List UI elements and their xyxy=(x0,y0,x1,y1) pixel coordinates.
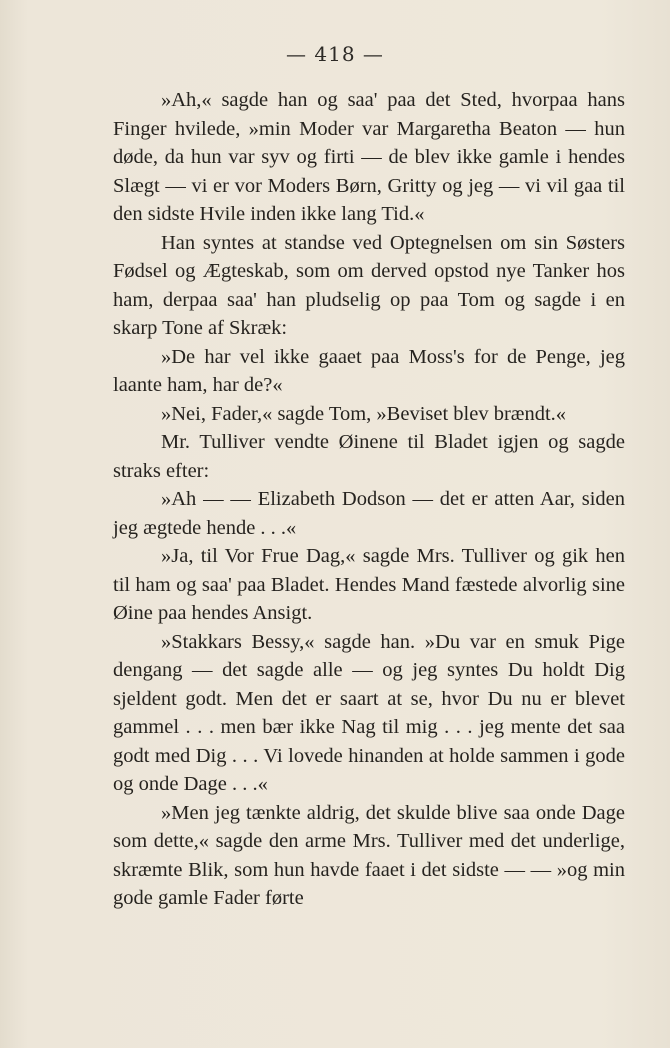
page-number: — 418 — xyxy=(286,42,384,66)
paragraph-4: »Nei, Fader,« sagde Tom, »Beviset blev brændt.« xyxy=(161,402,567,425)
body-text xyxy=(113,86,625,913)
paragraph-6: »Ah — — Elizabeth Dodson — det er atten Aar, siden jeg ægtede hende . . .« xyxy=(113,488,625,539)
paragraph-7: »Ja, til Vor Frue Dag,« sagde Mrs. Tulliver og gik hen til ham og saa' paa Bladet. Hendes Mand fæstede alvorlig sine Øine paa hendes Ansigt. xyxy=(113,545,625,624)
paragraph-3: »De har vel ikke gaaet paa Moss's for de Penge, jeg laante ham, har de?« xyxy=(113,345,625,396)
paragraph-2: Han syntes at standse ved Optegnelsen om sin Søsters Fødsel og Ægteskab, som om derved opstod nye Tanker hos ham, derpaa saa' han pludselig op paa Tom og sagde i en skarp Tone af Skræk: xyxy=(113,231,625,339)
paragraph-9: »Men jeg tænkte aldrig, det skulde blive saa onde Dage som dette,« sagde den arme Mrs. Tulliver med det underlige, skræmte Blik, som hun havde faaet i det sidste — — »og min gode gamle Fader førte xyxy=(113,801,625,909)
paragraph-1: »Ah,« sagde han og saa' paa det Sted, hvorpaa hans Finger hvilede, »min Moder var Margaretha Beaton — hun døde, da hun var syv og firti — de blev ikke gamle i hendes Slægt — vi er vor Moders Børn, Gritty og jeg — vi vil gaa til den sidste Hvile inden ikke lang Tid.« xyxy=(113,89,625,225)
paragraph-5: Mr. Tulliver vendte Øinene til Bladet igjen og sagde straks efter: xyxy=(113,431,625,482)
paragraph-8: »Stakkars Bessy,« sagde han. »Du var en smuk Pige dengang — det sagde alle — og jeg syntes Du holdt Dig sjeldent godt. Men det er saart at se, hvor Du nu er blevet gammel . . . men bær ikke Nag til mig . . . jeg mente det saa godt med Dig . . . Vi lovede hinanden at holde sammen i gode og onde Dage . . .« xyxy=(113,630,625,795)
